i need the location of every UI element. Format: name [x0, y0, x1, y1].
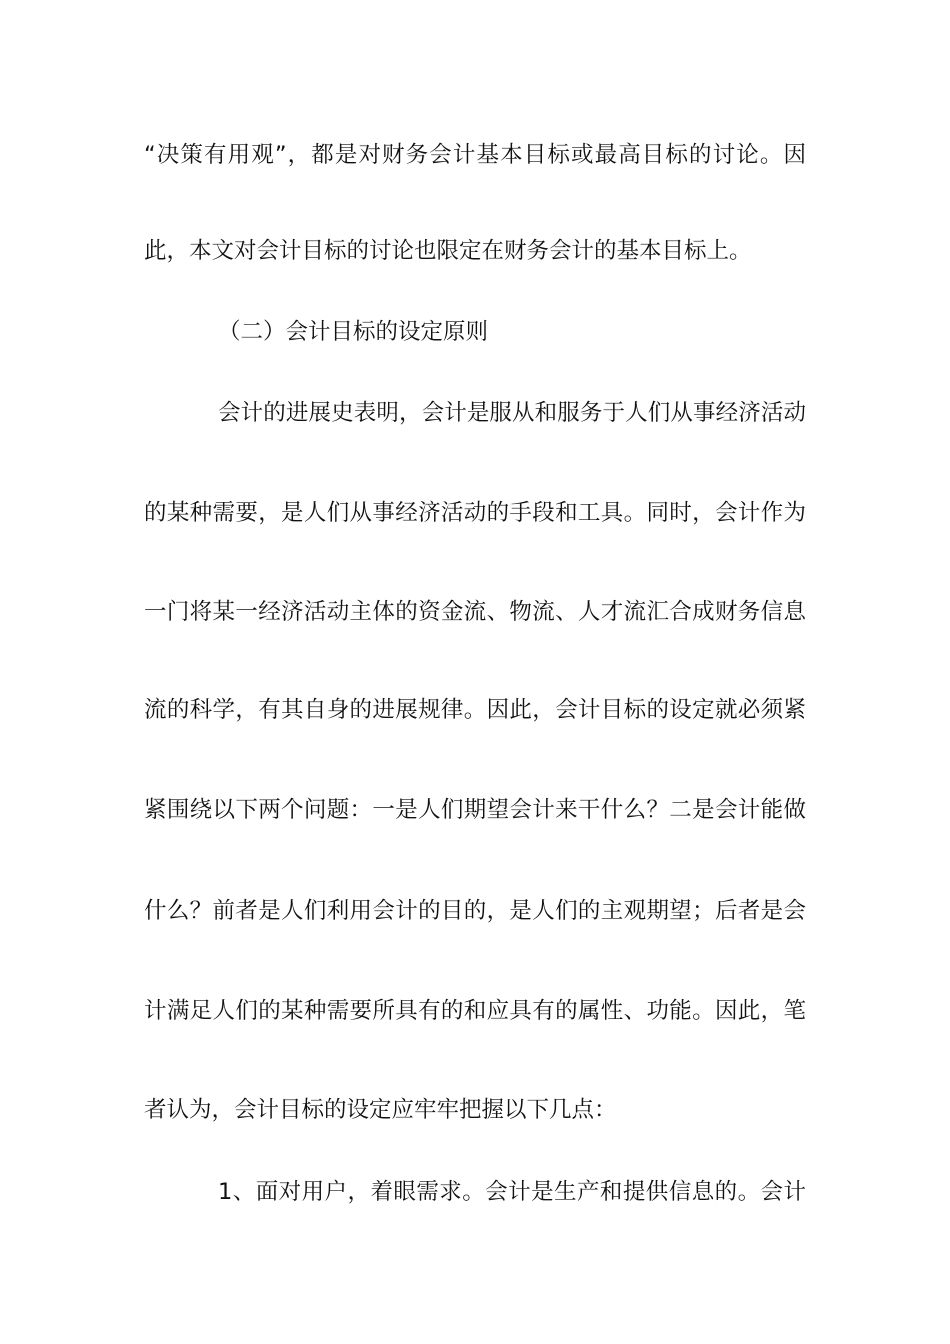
paragraph-line-3: 会计的进展史表明，会计是服从和服务于人们从事经济活动 — [218, 400, 806, 426]
paragraph-line-4: 的某种需要，是人们从事经济活动的手段和工具。同时，会计作为 — [144, 500, 806, 526]
paragraph-line-7: 紧围绕以下两个问题：一是人们期望会计来干什么？二是会计能做 — [144, 797, 806, 823]
numbered-point-line: 1、面对用户，着眼需求。会计是生产和提供信息的。会计 — [218, 1179, 806, 1205]
paragraph-line-1: “决策有用观”，都是对财务会计基本目标或最高目标的讨论。因 — [144, 142, 806, 168]
section-heading: （二）会计目标的设定原则 — [218, 319, 489, 345]
paragraph-line-2: 此，本文对会计目标的讨论也限定在财务会计的基本目标上。 — [144, 238, 752, 264]
paragraph-line-5: 一门将某一经济活动主体的资金流、物流、人才流汇合成财务信息 — [144, 599, 806, 625]
paragraph-line-10: 者认为，会计目标的设定应牢牢把握以下几点： — [144, 1097, 617, 1123]
paragraph-line-9: 计满足人们的某种需要所具有的和应具有的属性、功能。因此，笔 — [144, 998, 806, 1024]
paragraph-line-6: 流的科学，有其自身的进展规律。因此，会计目标的设定就必须紧 — [144, 697, 806, 723]
paragraph-line-8: 什么？前者是人们利用会计的目的，是人们的主观期望；后者是会 — [144, 898, 806, 924]
